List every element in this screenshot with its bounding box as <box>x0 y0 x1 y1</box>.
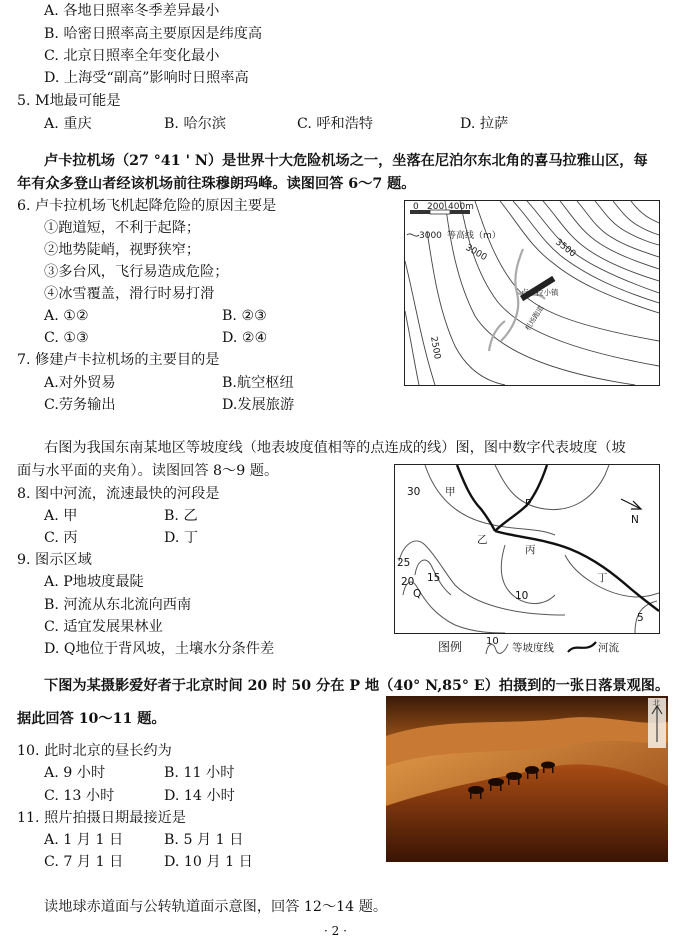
legend-number: 10 <box>486 636 499 647</box>
q8-option-a: A. 甲 <box>44 508 78 524</box>
scale-200: 200 <box>427 202 445 212</box>
slope-label-10: 10 <box>515 590 529 602</box>
q7-option-a: A.对外贸易 <box>44 375 116 391</box>
q10-option-c: C. 13 小时 <box>44 788 115 804</box>
slope-label-5: 5 <box>637 612 644 624</box>
legend-title: 图例 <box>438 640 463 654</box>
q6-option-b: B. ②③ <box>222 308 267 324</box>
lukla-intro-line1: 卢卡拉机场（27 °41 ' N）是世界十大危险机场之一，坐落在尼泊尔东北角的喜马拉雅山区，每 <box>44 153 648 169</box>
compass-north-label: 北 <box>653 699 660 707</box>
legend-contour-text: 等高线（m） <box>447 231 501 241</box>
slope-contour-map <box>394 464 660 634</box>
q10-option-b: B. 11 小时 <box>164 765 235 781</box>
q9-option-d: D. Q地位于背风坡，土壤水分条件差 <box>44 641 275 657</box>
legend-contour-symbol <box>482 638 512 656</box>
scale-0: 0 <box>413 202 419 212</box>
lukla-map-svg <box>405 201 659 385</box>
q6-option-a: A. ①② <box>44 308 89 324</box>
q9-option-c: C. 适宜发展果林业 <box>44 619 163 635</box>
contour-label-3500: 3500 <box>553 237 578 260</box>
photo-intro-line2: 据此回答 10～11 题。 <box>17 711 166 727</box>
q6-item-2: ②地势陡峭，视野狭窄； <box>44 242 201 258</box>
legend-river-symbol <box>566 640 598 654</box>
legend-contour-value: 3000 <box>419 231 442 241</box>
slope-intro-line2: 面与水平面的夹角）。读图回答 8～9 题。 <box>17 463 279 479</box>
lukla-contour-map <box>404 200 660 386</box>
q11-option-a: A. 1 月 1 日 <box>44 832 124 848</box>
page-number: · 2 · <box>324 924 347 938</box>
q8-option-b: B. 乙 <box>164 508 198 524</box>
q9-option-a: A. P地坡度最陡 <box>44 574 144 590</box>
runway-label: 机场跑道 <box>523 304 546 333</box>
q10-option-d: D. 14 小时 <box>164 788 235 804</box>
q5-option-a: A. 重庆 <box>44 116 92 132</box>
segment-jia: 甲 <box>445 486 456 498</box>
q8-option-c: C. 丙 <box>44 530 78 546</box>
contour-label-3000: 3000 <box>463 242 489 264</box>
q6-option-c: C. ①③ <box>44 330 89 346</box>
q11-option-d: D. 10 月 1 日 <box>164 854 253 870</box>
q4-option-d: D. 上海受“副高”影响时日照率高 <box>44 70 249 86</box>
slope-label-25: 25 <box>397 557 411 569</box>
segment-ding: 丁 <box>597 572 608 584</box>
q7-option-c: C.劳务输出 <box>44 397 116 413</box>
q10-option-a: A. 9 小时 <box>44 765 106 781</box>
q7-option-d: D.发展旅游 <box>222 397 295 413</box>
slope-intro-line1: 右图为我国东南某地区等坡度线（地表坡度值相等的点连成的线）图，图中数字代表坡度（坡 <box>44 440 626 456</box>
segment-bing: 丙 <box>525 544 536 556</box>
q5-option-c: C. 呼和浩特 <box>297 116 374 132</box>
q4-option-b: B. 哈密日照率高主要原因是纬度高 <box>44 26 263 42</box>
scale-400: 400m <box>448 202 474 212</box>
slope-map-svg <box>395 465 659 633</box>
desert-photo-svg <box>386 696 668 862</box>
slope-map-legend <box>394 636 658 658</box>
q5-option-b: B. 哈尔滨 <box>164 116 227 132</box>
legend-contour-label: 等坡度线 <box>512 642 554 654</box>
town-label: 卢卡拉小镇 <box>521 288 559 297</box>
north-label: N <box>631 514 639 526</box>
legend-river-label: 河流 <box>598 642 619 654</box>
segment-yi: 乙 <box>477 534 488 546</box>
q7-stem: 7. 修建卢卡拉机场的主要目的是 <box>17 352 220 368</box>
slope-label-15: 15 <box>427 572 441 584</box>
slope-label-20: 20 <box>401 576 415 588</box>
q6-item-1: ①跑道短，不利于起降； <box>44 220 201 236</box>
q6-stem: 6. 卢卡拉机场飞机起降危险的原因主要是 <box>17 198 277 214</box>
point-q: Q <box>413 588 422 600</box>
q9-stem: 9. 图示区域 <box>17 552 92 568</box>
q5-option-d: D. 拉萨 <box>460 116 509 132</box>
q6-item-3: ③多台风，飞行易造成危险； <box>44 264 229 280</box>
q7-option-b: B.航空枢纽 <box>222 375 294 391</box>
contour-label-2500: 2500 <box>428 335 442 361</box>
q8-option-d: D. 丁 <box>164 530 199 546</box>
photo-intro-line1: 下图为某摄影爱好者于北京时间 20 时 50 分在 P 地（40° N,85° E）拍摄到的一张日落景观图。 <box>44 678 670 694</box>
q6-option-d: D. ②④ <box>222 330 268 346</box>
q11-stem: 11. 照片拍摄日期最接近是 <box>17 810 186 826</box>
desert-sunset-photo <box>386 696 668 862</box>
q11-option-b: B. 5 月 1 日 <box>164 832 244 848</box>
q4-option-a: A. 各地日照率冬季差异最小 <box>44 3 220 19</box>
final-intro: 读地球赤道面与公转轨道面示意图，回答 12～14 题。 <box>44 899 388 915</box>
q8-stem: 8. 图中河流，流速最快的河段是 <box>17 486 220 502</box>
q11-option-c: C. 7 月 1 日 <box>44 854 124 870</box>
slope-label-30: 30 <box>407 486 421 498</box>
point-p: P <box>525 498 532 510</box>
q9-option-b: B. 河流从东北流向西南 <box>44 597 192 613</box>
q4-option-c: C. 北京日照率全年变化最小 <box>44 48 220 64</box>
lukla-intro-line2: 年有众多登山者经该机场前往珠穆朗玛峰。读图回答 6～7 题。 <box>17 176 416 192</box>
q5-stem: 5. M地最可能是 <box>17 93 121 109</box>
q10-stem: 10. 此时北京的昼长约为 <box>17 743 172 759</box>
q6-item-4: ④冰雪覆盖，滑行时易打滑 <box>44 286 215 302</box>
